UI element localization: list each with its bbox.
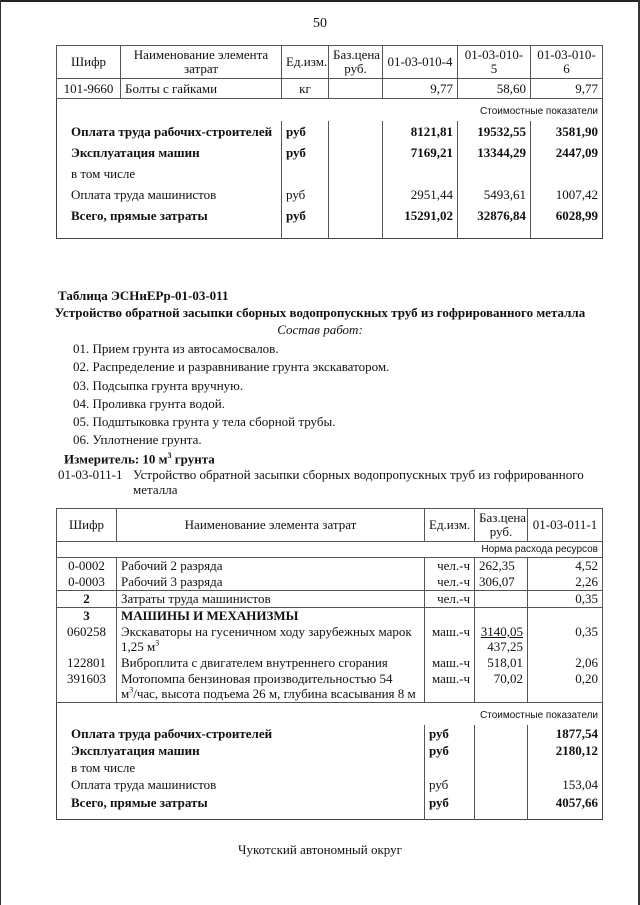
- cost-value-2: 13344,29: [458, 142, 531, 163]
- cost-base-empty: [475, 742, 528, 759]
- cell-value: 0,35: [528, 591, 603, 608]
- cost-unit: руб: [425, 725, 475, 742]
- item-description: Устройство обратной засыпки сборных водопропускных труб из гофрированного металла: [133, 467, 584, 497]
- cost-label: Оплата труда рабочих-строителей: [71, 124, 273, 139]
- table-row: [57, 624, 603, 655]
- cell-value: 4,52: [528, 558, 603, 575]
- cost-unit: руб: [425, 776, 475, 793]
- cost-unit: руб: [282, 142, 329, 163]
- cost-value: 1877,54: [528, 725, 603, 742]
- cell-value: 2,26: [528, 574, 603, 591]
- cost-section-label: Стоимостные показатели: [57, 703, 603, 726]
- cell-name: [117, 671, 425, 703]
- cell-unit: чел.-ч: [425, 591, 475, 608]
- cost-base-empty: [329, 184, 383, 205]
- page-number: 50: [313, 16, 327, 31]
- cell-base-price: [475, 608, 528, 625]
- header-code: Шифр: [57, 509, 117, 542]
- header-code: Шифр: [57, 46, 121, 79]
- cost-value-1: 7169,21: [383, 142, 458, 163]
- name-line-2: 1,25 м: [121, 639, 156, 654]
- cost-row: [57, 142, 603, 163]
- header-base-price: Баз.цена руб.: [329, 46, 383, 79]
- header-col-2: 01-03-010-5: [458, 46, 531, 79]
- cell-name: [117, 624, 425, 655]
- name-line-2: /час, высота подъема 26 м, глубина всасывания 8 м: [133, 686, 416, 701]
- cell-code: 101-9660: [57, 79, 121, 99]
- cost-section-label: Стоимостные показатели: [57, 99, 603, 122]
- cell-value: [528, 608, 603, 625]
- cost-row: [57, 742, 603, 759]
- base-price-1: 3140,05: [480, 624, 523, 639]
- name-line-2-pre: м: [121, 686, 130, 701]
- cost-value-3: 2447,09: [531, 142, 603, 163]
- name-line-1: Экскаваторы на гусеничном ходу зарубежных марок: [121, 624, 412, 639]
- norm-section-header: [57, 542, 603, 558]
- table-row: [57, 79, 603, 99]
- cell-name: Рабочий 3 разряда: [117, 574, 425, 591]
- table-subtitle: Устройство обратной засыпки сборных водопропускных труб из гофрированного металла: [54, 305, 586, 320]
- cost-unit: руб: [282, 121, 329, 142]
- cell-base-price: [475, 591, 528, 608]
- cell-value: 0,35: [528, 624, 603, 655]
- cost-unit: [282, 163, 329, 184]
- cost-value-2: 5493,61: [458, 184, 531, 205]
- cost-value-1: [383, 163, 458, 184]
- cost-value-2: 19532,55: [458, 121, 531, 142]
- cost-value-2: 32876,84: [458, 205, 531, 239]
- cost-label: Всего, прямые затраты: [71, 795, 208, 810]
- cell-base-price: 518,01: [475, 655, 528, 671]
- page-frame-left: [0, 0, 1, 905]
- header-name: Наименование элемента затрат: [121, 46, 282, 79]
- work-item: 04. Проливка грунта водой.: [73, 395, 225, 411]
- cost-label: Эксплуатация машин: [71, 145, 200, 160]
- cell-code: 122801: [57, 655, 117, 671]
- cell-base-price: 70,02: [475, 671, 528, 703]
- cost-label: Оплата труда машинистов: [71, 187, 217, 202]
- cost-unit: руб: [425, 793, 475, 820]
- cell-value: 0,20: [528, 671, 603, 703]
- cost-row: [57, 776, 603, 793]
- cost-base-empty: [475, 759, 528, 776]
- cell-code: 0-0002: [57, 558, 117, 575]
- cell-unit: маш.-ч: [425, 671, 475, 703]
- cell-name: Рабочий 2 разряда: [117, 558, 425, 575]
- cost-unit: руб: [282, 205, 329, 239]
- cost-value: 153,04: [528, 776, 603, 793]
- name-sup: 3: [129, 685, 134, 695]
- cell-name: Болты с гайками: [121, 79, 282, 99]
- resource-table-01-03-010: [56, 45, 603, 239]
- header-unit: Ед.изм.: [425, 509, 475, 542]
- cost-base-empty: [329, 121, 383, 142]
- cost-base-empty: [329, 163, 383, 184]
- cell-code: 0-0003: [57, 574, 117, 591]
- measure-suffix: грунта: [171, 451, 215, 467]
- cost-label: Всего, прямые затраты: [71, 208, 208, 223]
- cost-base-empty: [329, 142, 383, 163]
- cost-label: в том числе: [71, 760, 136, 775]
- cost-row: [57, 121, 603, 142]
- base-price-2: 437,25: [487, 639, 523, 654]
- table-row: [57, 655, 603, 671]
- cell-code: 3: [57, 608, 117, 625]
- cost-value: 4057,66: [528, 793, 603, 820]
- cell-unit: маш.-ч: [425, 655, 475, 671]
- work-item: 03. Подсыпка грунта вручную.: [73, 377, 244, 393]
- cell-base-price: [329, 79, 383, 99]
- cost-label: Оплата труда машинистов: [71, 777, 217, 792]
- cost-value: 2180,12: [528, 742, 603, 759]
- measure-unit: [64, 451, 215, 467]
- name-sup: 3: [155, 638, 160, 648]
- cost-unit: руб: [282, 184, 329, 205]
- header-col-3: 01-03-010-6: [531, 46, 603, 79]
- cost-base-empty: [475, 793, 528, 820]
- works-title: Состав работ:: [277, 322, 363, 337]
- cell-unit: маш.-ч: [425, 624, 475, 655]
- header-col-1: 01-03-010-4: [383, 46, 458, 79]
- work-item: 06. Уплотнение грунта.: [73, 432, 202, 448]
- cell-value: 2,06: [528, 655, 603, 671]
- table-header-row: [57, 509, 603, 542]
- cell-base-price: 306,07: [475, 574, 528, 591]
- cost-value: [528, 759, 603, 776]
- cell-value-2: 58,60: [458, 79, 531, 99]
- item-code: 01-03-011-1: [58, 467, 123, 482]
- cost-label: в том числе: [71, 166, 136, 181]
- header-unit: Ед.изм.: [282, 46, 329, 79]
- table-row: [57, 591, 603, 608]
- norm-section-label: Норма расхода ресурсов: [57, 542, 603, 558]
- cost-row: [57, 163, 603, 184]
- cost-value-2: [458, 163, 531, 184]
- cell-base-price: [475, 624, 528, 655]
- cost-base-empty: [475, 776, 528, 793]
- header-col-1: 01-03-011-1: [528, 509, 603, 542]
- cost-unit: [425, 759, 475, 776]
- cell-name: Виброплита с двигателем внутреннего сгорания: [117, 655, 425, 671]
- header-base-price: Баз.цена руб.: [475, 509, 528, 542]
- measure-sup: 3: [167, 451, 172, 460]
- cost-label: Оплата труда рабочих-строителей: [71, 726, 273, 741]
- page-footer: Чукотский автономный округ: [238, 842, 402, 857]
- cost-row: [57, 184, 603, 205]
- cell-value-3: 9,77: [531, 79, 603, 99]
- cost-base-empty: [329, 205, 383, 239]
- cell-base-price: 262,35: [475, 558, 528, 575]
- cost-value-3: 6028,99: [531, 205, 603, 239]
- cost-label: Эксплуатация машин: [71, 743, 200, 758]
- cost-base-empty: [475, 725, 528, 742]
- page-frame-top: [0, 0, 640, 2]
- cell-unit: чел.-ч: [425, 574, 475, 591]
- header-name: Наименование элемента затрат: [117, 509, 425, 542]
- cost-value-3: [531, 163, 603, 184]
- measure-prefix: Измеритель: 10 м: [64, 451, 168, 467]
- cell-code: 391603: [57, 671, 117, 703]
- table-row: [57, 574, 603, 591]
- cost-unit: руб: [425, 742, 475, 759]
- table-row: [57, 558, 603, 575]
- cost-value-1: 15291,02: [383, 205, 458, 239]
- name-line-1: Мотопомпа бензиновая производительностью 54: [121, 671, 393, 686]
- cost-value-1: 2951,44: [383, 184, 458, 205]
- cell-value-1: 9,77: [383, 79, 458, 99]
- table-row-group-header: [57, 608, 603, 625]
- cost-value-3: 1007,42: [531, 184, 603, 205]
- work-item: 02. Распределение и разравнивание грунта экскаватором.: [73, 359, 390, 375]
- cell-code: 060258: [57, 624, 117, 655]
- cost-section-header: [57, 99, 603, 122]
- resource-table-01-03-011: [56, 508, 603, 820]
- cell-unit: кг: [282, 79, 329, 99]
- cost-value-3: 3581,90: [531, 121, 603, 142]
- cost-row-total: [57, 793, 603, 820]
- table-title: Таблица ЭСНиЕРр-01-03-011: [58, 288, 229, 303]
- cost-row: [57, 725, 603, 742]
- cost-section-header: [57, 703, 603, 726]
- works-list: [73, 340, 389, 450]
- cell-name: Затраты труда машинистов: [117, 591, 425, 608]
- table-row: [57, 671, 603, 703]
- cell-name: МАШИНЫ И МЕХАНИЗМЫ: [117, 608, 425, 625]
- cell-code: 2: [57, 591, 117, 608]
- cost-value-1: 8121,81: [383, 121, 458, 142]
- cell-unit: [425, 608, 475, 625]
- work-item: 01. Прием грунта из автосамосвалов.: [73, 341, 279, 356]
- cell-unit: чел.-ч: [425, 558, 475, 575]
- table-header-row: [57, 46, 603, 79]
- cost-row-total: [57, 205, 603, 239]
- work-item: 05. Подштыковка грунта у тела сборной трубы.: [73, 414, 336, 430]
- cost-row: [57, 759, 603, 776]
